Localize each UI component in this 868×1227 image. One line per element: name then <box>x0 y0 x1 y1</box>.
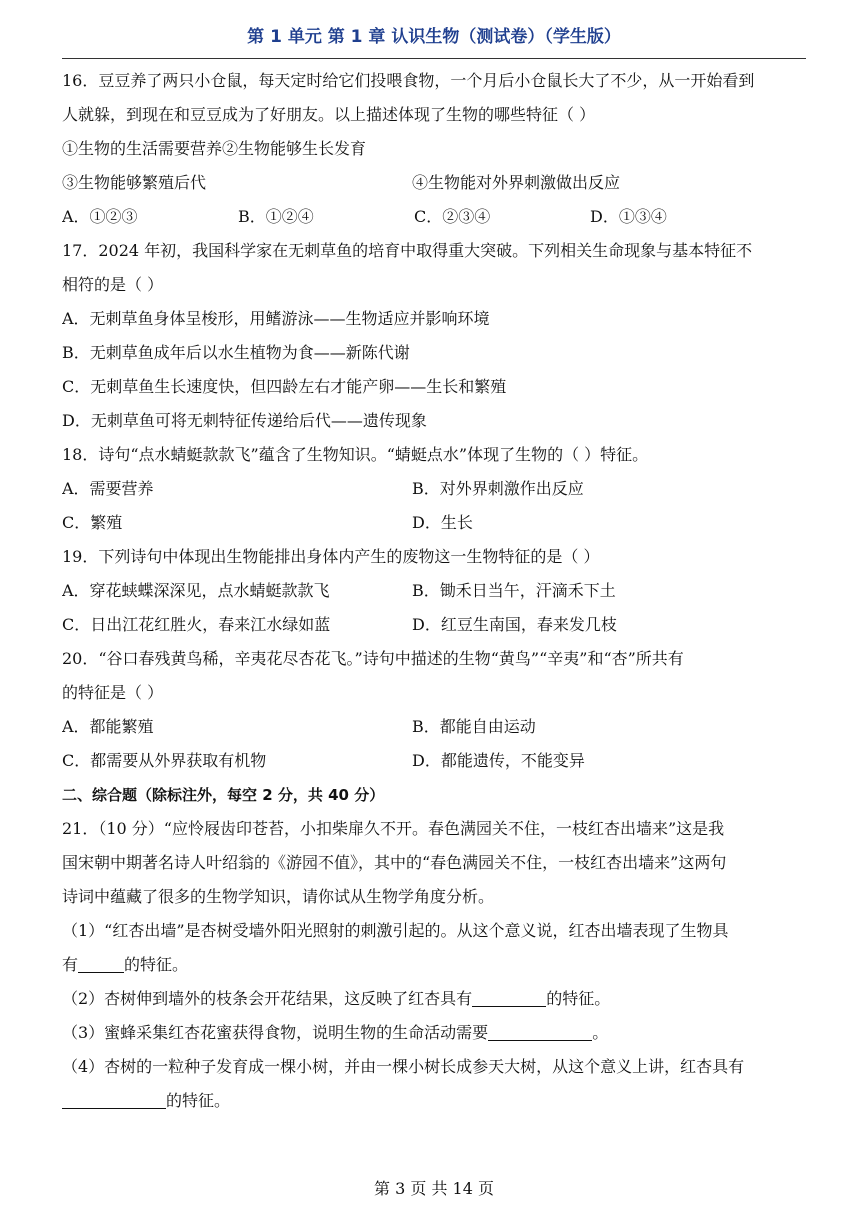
q17-line1: 17．2024 年初，我国科学家在无刺草鱼的培育中取得重大突破。下列相关生命现象与基本特征不 <box>62 241 753 260</box>
q18-option-b: B．对外界刺激作出反应 <box>412 479 584 498</box>
page-header-title: 第 1 单元 第 1 章 认识生物（测试卷）（学生版） <box>247 27 621 47</box>
page-number-footer: 第 3 页 共 14 页 <box>374 1179 494 1198</box>
q21-part2-prefix: （2）杏树伸到墙外的枝条会开花结果，这反映了红杏具有 <box>62 989 473 1008</box>
q21-part1-answer-blank[interactable] <box>78 954 124 973</box>
page-content <box>62 64 806 1118</box>
q17-option-d: D．无刺草鱼可将无刺特征传递给后代——遗传现象 <box>62 411 427 430</box>
q20-option-c: C．都需要从外界获取有机物 <box>62 751 267 770</box>
q16-line2: 人就躲，到现在和豆豆成为了好朋友。以上描述体现了生物的哪些特征（ ） <box>62 105 596 124</box>
q21-part2-answer-blank[interactable] <box>472 988 546 1007</box>
q20-options-cd <box>62 744 806 778</box>
q21-part1-suffix: 的特征。 <box>124 955 189 974</box>
q20-option-d: D．都能遗传，不能变异 <box>412 751 585 770</box>
q19-option-a: A．穿花蛱蝶深深见，点水蜻蜓款款飞 <box>62 581 330 600</box>
q21-part3-suffix: 。 <box>592 1023 609 1042</box>
q16-line1: 16．豆豆养了两只小仓鼠，每天定时给它们投喂食物，一个月后小仓鼠长大了不少，从一开始看到 <box>62 71 755 90</box>
q16-option-d: D．①③④ <box>590 207 667 226</box>
q21-part4-answer-blank[interactable] <box>62 1090 166 1109</box>
q16-item-1-2: ①生物的生活需要营养②生物能够生长发育 <box>62 139 367 158</box>
q20-options-ab <box>62 710 806 744</box>
q18-option-c: C．繁殖 <box>62 513 123 532</box>
q19-options-ab <box>62 574 806 608</box>
q16-option-b: B．①②④ <box>238 207 314 226</box>
q17-line2: 相符的是（ ） <box>62 275 164 294</box>
q16-items-3-4 <box>62 166 806 200</box>
q21-part4-suffix: 的特征。 <box>166 1091 231 1110</box>
q19-option-d: D．红豆生南国，春来发几枝 <box>412 615 617 634</box>
q17-option-a: A．无刺草鱼身体呈梭形，用鳍游泳——生物适应并影响环境 <box>62 309 490 328</box>
q19-option-c: C．日出江花红胜火，春来江水绿如蓝 <box>62 615 331 634</box>
q18-option-d: D．生长 <box>412 513 473 532</box>
q21-part4-line1: （4）杏树的一粒种子发育成一棵小树，并由一棵小树长成参天大树，从这个意义上讲，红杏具有 <box>62 1057 745 1076</box>
q16-item-3: ③生物能够繁殖后代 <box>62 173 207 192</box>
section-2-title: 二、综合题（除标注外，每空 2 分，共 40 分） <box>62 786 385 804</box>
q20-option-a: A．都能繁殖 <box>62 717 154 736</box>
q21-line3: 诗词中蕴藏了很多的生物学知识，请你试从生物学角度分析。 <box>62 887 495 906</box>
q18-line1: 18．诗句“点水蜻蜓款款飞”蕴含了生物知识。“蜻蜓点水”体现了生物的（ ）特征。 <box>62 445 649 464</box>
q21-line2: 国宋朝中期著名诗人叶绍翁的《游园不值》，其中的“春色满园关不住，一枝红杏出墙来”这两句 <box>62 853 727 872</box>
q20-line2: 的特征是（ ） <box>62 683 164 702</box>
q21-part1-prefix: 有 <box>62 955 79 974</box>
q19-options-cd <box>62 608 806 642</box>
q16-option-c: C．②③④ <box>414 207 491 226</box>
q18-options-cd <box>62 506 806 540</box>
q18-option-a: A．需要营养 <box>62 479 154 498</box>
q21-part4-line2 <box>62 1084 806 1118</box>
q17-option-b: B．无刺草鱼成年后以水生植物为食——新陈代谢 <box>62 343 410 362</box>
q16-item-4: ④生物能对外界刺激做出反应 <box>412 173 621 192</box>
q21-part1-line1: （1）“红杏出墙”是杏树受墙外阳光照射的刺激引起的。从这个意义说，红杏出墙表现了生物具 <box>62 921 729 940</box>
q21-part3 <box>62 1016 806 1050</box>
q17-option-c: C．无刺草鱼生长速度快，但四龄左右才能产卵——生长和繁殖 <box>62 377 507 396</box>
q20-line1: 20．“谷口春残黄鸟稀，辛夷花尽杏花飞。”诗句中描述的生物“黄鸟”“辛夷”和“杏”所共有 <box>62 649 684 668</box>
q21-part1-line2 <box>62 948 806 982</box>
q21-part2-suffix: 的特征。 <box>546 989 611 1008</box>
q18-options-ab <box>62 472 806 506</box>
q21-part2 <box>62 982 806 1016</box>
q16-option-a: A．①②③ <box>62 207 138 226</box>
q19-option-b: B．锄禾日当午，汗滴禾下土 <box>412 581 616 600</box>
q20-option-b: B．都能自由运动 <box>412 717 536 736</box>
q21-line1: 21．（10 分）“应怜屐齿印苍苔，小扣柴扉久不开。春色满园关不住，一枝红杏出墙来”这是我 <box>62 819 725 838</box>
q21-part3-answer-blank[interactable] <box>488 1022 592 1041</box>
q21-part3-prefix: （3）蜜蜂采集红杏花蜜获得食物，说明生物的生命活动需要 <box>62 1023 489 1042</box>
q19-line1: 19．下列诗句中体现出生物能排出身体内产生的废物这一生物特征的是（ ） <box>62 547 600 566</box>
header-divider <box>62 58 806 59</box>
q16-options <box>62 200 806 234</box>
